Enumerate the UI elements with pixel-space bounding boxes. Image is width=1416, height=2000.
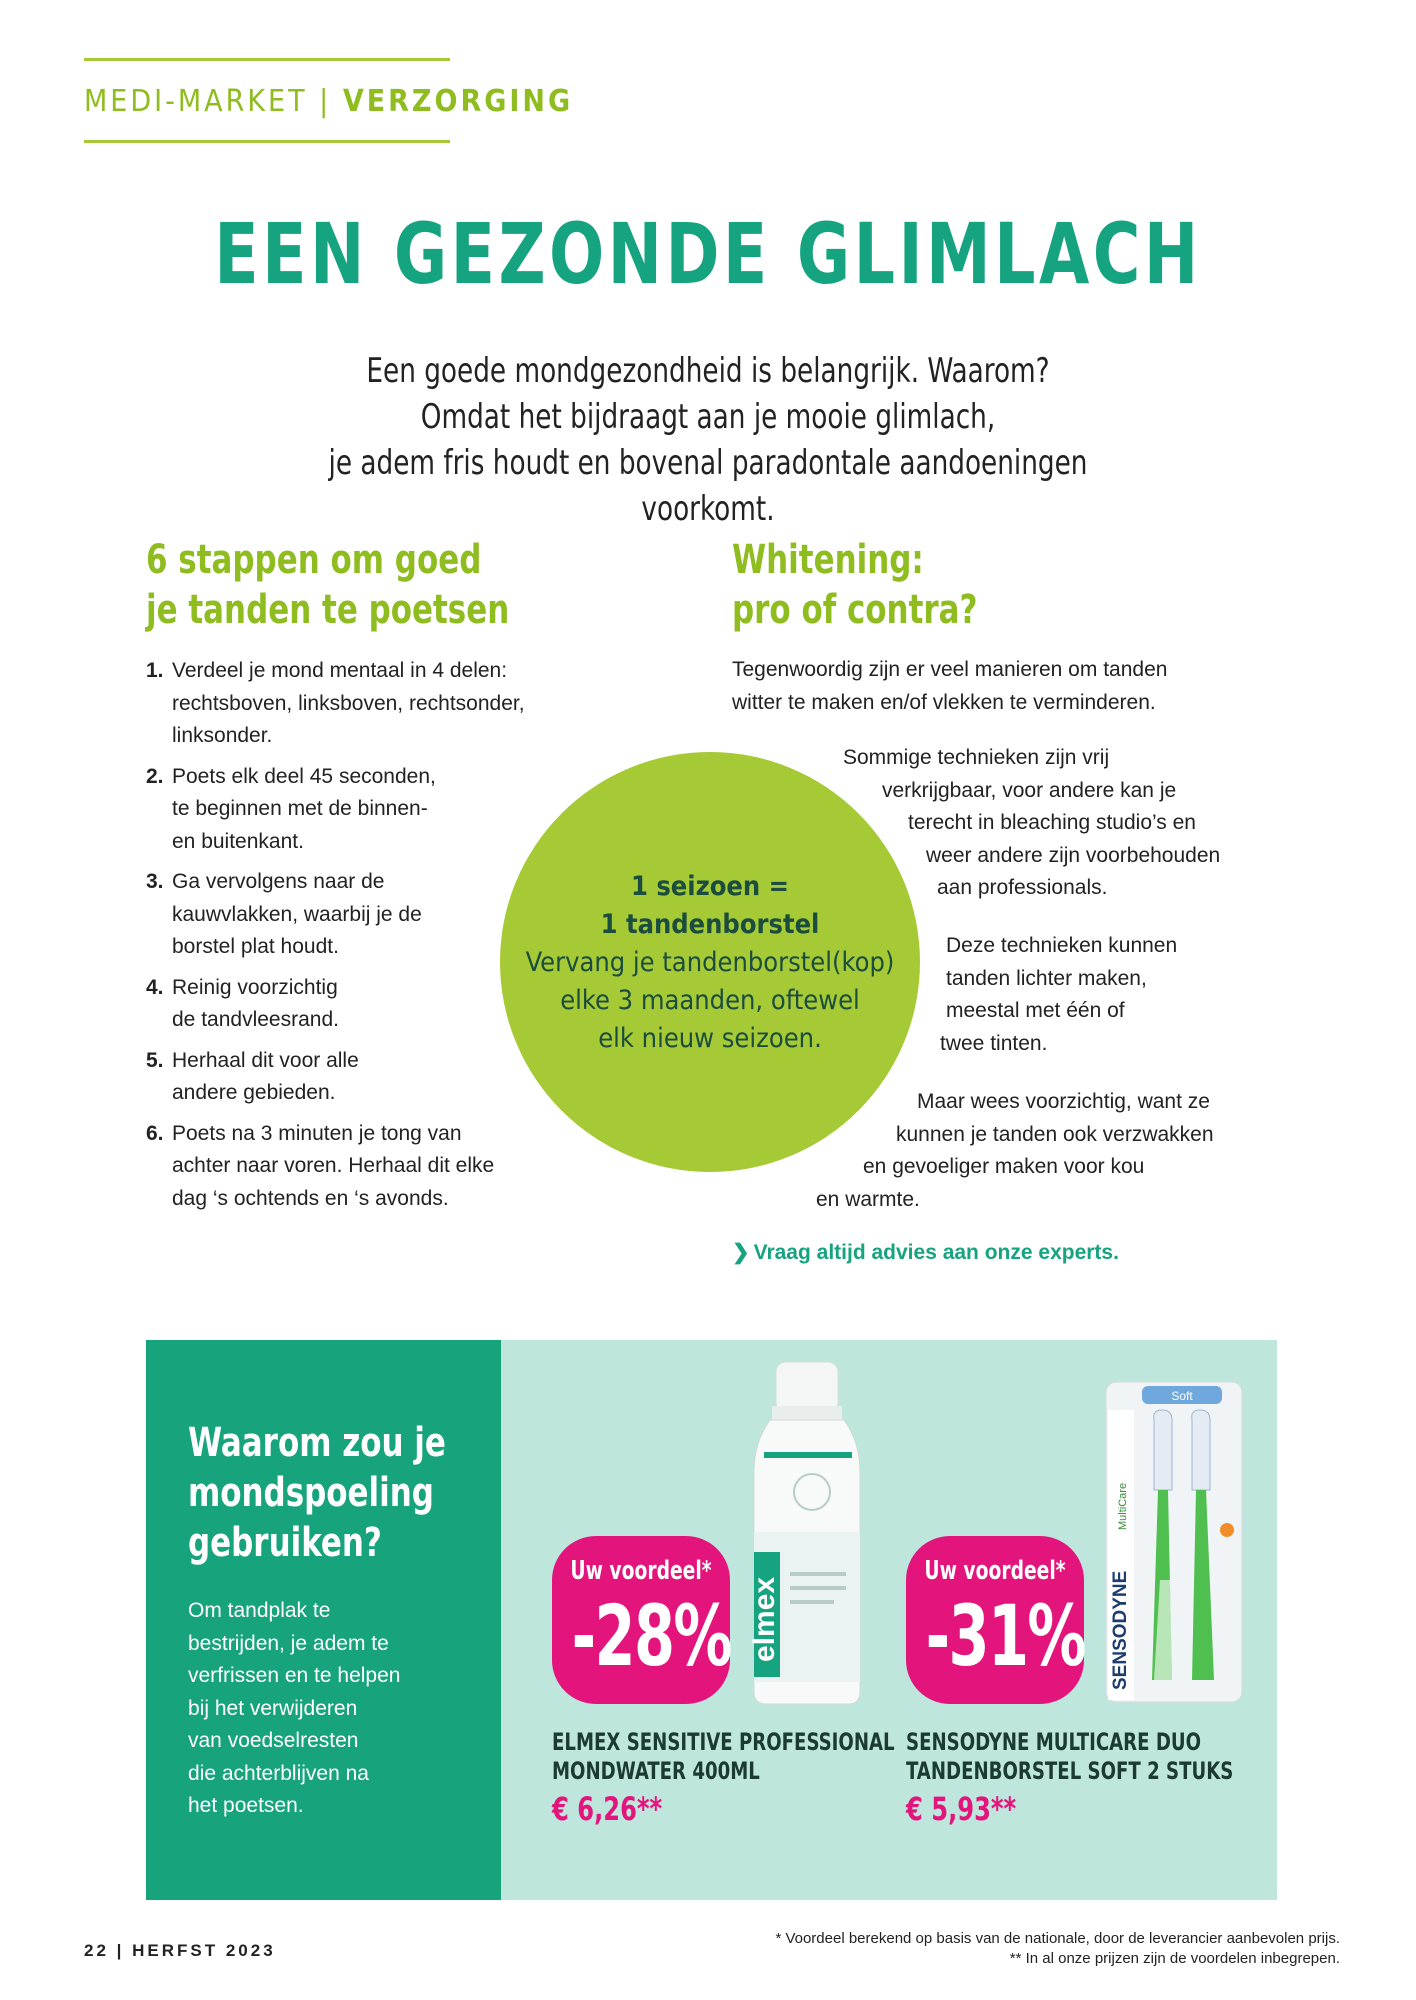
whitening-heading-line: pro of contra?	[732, 587, 978, 633]
chevron-right-icon: ❯	[732, 1241, 750, 1264]
product-brand-text: elmex	[748, 1576, 781, 1662]
mouthwash-heading-line: mondspoeling	[188, 1470, 434, 1516]
expert-advice-link[interactable]	[732, 1240, 1119, 1265]
product-name	[552, 1728, 895, 1786]
product-name-line: SENSODYNE MULTICARE DUO	[906, 1728, 1202, 1756]
discount-badge	[552, 1536, 730, 1704]
product-card-sensodyne[interactable]	[906, 1380, 1246, 1828]
step-line: de tandvleesrand.	[172, 1008, 339, 1031]
step-number: 1.	[146, 659, 164, 682]
intro-text	[278, 348, 1138, 532]
elmex-mouthwash-bottle-image	[742, 1362, 872, 1707]
text-line: weer andere zijn voorbehouden	[926, 843, 1221, 867]
text-line: aan professionals.	[937, 876, 1108, 899]
step-item	[146, 655, 616, 753]
step-line: rechtsboven, linksboven, rechtsonder,	[172, 691, 525, 715]
step-number: 4.	[146, 975, 164, 999]
mouthwash-heading-line: gebruiken?	[188, 1520, 382, 1566]
mouthwash-heading-line: Waarom zou je	[188, 1420, 446, 1466]
text-line: Maar wees voorzichtig, want ze	[917, 1090, 1210, 1113]
intro-line: je adem fris houdt en bovenal paradontale aandoeningen voorkomt.	[328, 443, 1088, 529]
discount-badge-label: Uw voordeel*	[924, 1556, 1066, 1586]
header-brand: MEDI-MARKET	[84, 84, 308, 119]
steps-heading-line: 6 stappen om goed	[146, 537, 482, 583]
header-section: VERZORGING	[342, 84, 574, 119]
text-line: Om tandplak te	[188, 1599, 331, 1622]
expert-advice-label: Vraag altijd advies aan onze experts.	[753, 1241, 1119, 1264]
text-line: bestrijden, je adem te	[188, 1631, 389, 1655]
step-line: Herhaal dit voor alle	[172, 1048, 359, 1072]
product-name-line: MONDWATER 400ML	[552, 1757, 760, 1785]
discount-value: -28%	[571, 1587, 731, 1685]
steps-heading-line: je tanden te poetsen	[146, 587, 510, 633]
tip-body-line: Vervang je tandenborstel(kop)	[525, 947, 895, 978]
discount-badge	[906, 1536, 1084, 1704]
header-label	[84, 84, 574, 119]
text-line: twee tinten.	[940, 1031, 1048, 1055]
product-name	[906, 1728, 1233, 1786]
text-line: Deze technieken kunnen	[946, 934, 1178, 957]
step-line: achter naar voren. Herhaal dit elke	[172, 1154, 495, 1177]
product-price: € 5,93**	[906, 1790, 1017, 1828]
text-line: het poetsen.	[188, 1794, 304, 1817]
pack-side-label: MultiCare	[1117, 1482, 1129, 1530]
step-line: andere gebieden.	[172, 1081, 336, 1104]
mouthwash-body	[188, 1595, 488, 1823]
step-line: Verdeel je mond mentaal in 4 delen:	[172, 659, 508, 682]
text-line: van voedselresten	[188, 1729, 359, 1752]
text-line: kunnen je tanden ook verzwakken	[896, 1122, 1214, 1146]
pack-top-label: Soft	[1171, 1389, 1193, 1403]
step-line: kauwvlakken, waarbij je de	[172, 902, 422, 926]
product-brand-text: SENSODYNE	[1110, 1570, 1131, 1690]
step-number: 2.	[146, 764, 164, 788]
tip-body-line: elk nieuw seizoen.	[598, 1023, 822, 1054]
footnote-1: * Voordeel berekend op basis van de nationale, door de leverancier aanbevolen prijs.	[775, 1930, 1340, 1947]
page-number: 22 | HERFST 2023	[84, 1941, 276, 1960]
whitening-paragraph-4	[0, 1086, 1416, 1216]
steps-heading	[146, 535, 576, 635]
mouthwash-heading	[188, 1418, 446, 1568]
step-line: en buitenkant.	[172, 829, 304, 853]
step-line: borstel plat houdt.	[172, 935, 339, 958]
product-card-elmex[interactable]	[552, 1362, 895, 1828]
product-name-line: ELMEX SENSITIVE PROFESSIONAL	[552, 1728, 895, 1756]
whitening-paragraph-3	[0, 930, 1416, 1060]
text-line: witter te maken en/of vlekken te verminderen.	[732, 690, 1156, 714]
whitening-heading	[732, 535, 1162, 635]
whitening-heading-line: Whitening:	[732, 537, 924, 583]
product-price: € 6,26**	[552, 1790, 663, 1828]
step-number: 6.	[146, 1121, 164, 1145]
product-name-line: TANDENBORSTEL SOFT 2 STUKS	[906, 1757, 1234, 1785]
text-line: meestal met één of	[946, 999, 1125, 1022]
intro-line: Omdat het bijdraagt aan je mooie glimlach,	[420, 397, 996, 437]
header-bottom-rule	[84, 140, 450, 143]
text-line: Tegenwoordig zijn er veel manieren om tanden	[732, 658, 1168, 681]
step-number: 5.	[146, 1048, 164, 1072]
whitening-paragraph-2	[0, 742, 1416, 905]
step-line: Reinig voorzichtig	[172, 975, 338, 999]
text-line: tanden lichter maken,	[946, 966, 1147, 990]
text-line: Sommige technieken zijn vrij	[843, 746, 1110, 769]
footnote-2: ** In al onze prijzen zijn de voordelen inbegrepen.	[1009, 1950, 1340, 1967]
step-line: dag ‘s ochtends en ‘s avonds.	[172, 1186, 449, 1210]
step-line: Poets na 3 minuten je tong van	[172, 1121, 462, 1145]
text-line: verkrijgbaar, voor andere kan je	[882, 778, 1177, 802]
step-line: Poets elk deel 45 seconden,	[172, 764, 436, 788]
step-line: te beginnen met de binnen-	[172, 797, 428, 820]
discount-badge-label: Uw voordeel*	[570, 1556, 712, 1586]
text-line: bij het verwijderen	[188, 1696, 358, 1720]
intro-line: Een goede mondgezondheid is belangrijk. Waarom?	[366, 351, 1050, 391]
header-top-rule	[84, 58, 450, 61]
tip-body-line: elke 3 maanden, oftewel	[560, 985, 860, 1016]
whitening-paragraph-1	[732, 654, 1292, 719]
step-line: Ga vervolgens naar de	[172, 870, 385, 893]
page-title: EEN GEZONDE GLIMLACH	[214, 205, 1202, 303]
text-line: en gevoeliger maken voor kou	[863, 1155, 1145, 1178]
text-line: die achterblijven na	[188, 1761, 369, 1785]
text-line: en warmte.	[816, 1187, 920, 1211]
text-line: verfrissen en te helpen	[188, 1664, 401, 1687]
header-separator: |	[319, 84, 332, 119]
sensodyne-toothbrush-pack-image	[1102, 1380, 1246, 1705]
discount-value: -31%	[925, 1587, 1085, 1685]
text-line: terecht in bleaching studio’s en	[908, 811, 1196, 834]
step-line: linksonder.	[172, 724, 273, 747]
tip-title-line: 1 seizoen =	[630, 871, 790, 902]
tip-title-line: 1 tandenborstel	[600, 909, 820, 940]
step-number: 3.	[146, 870, 164, 893]
